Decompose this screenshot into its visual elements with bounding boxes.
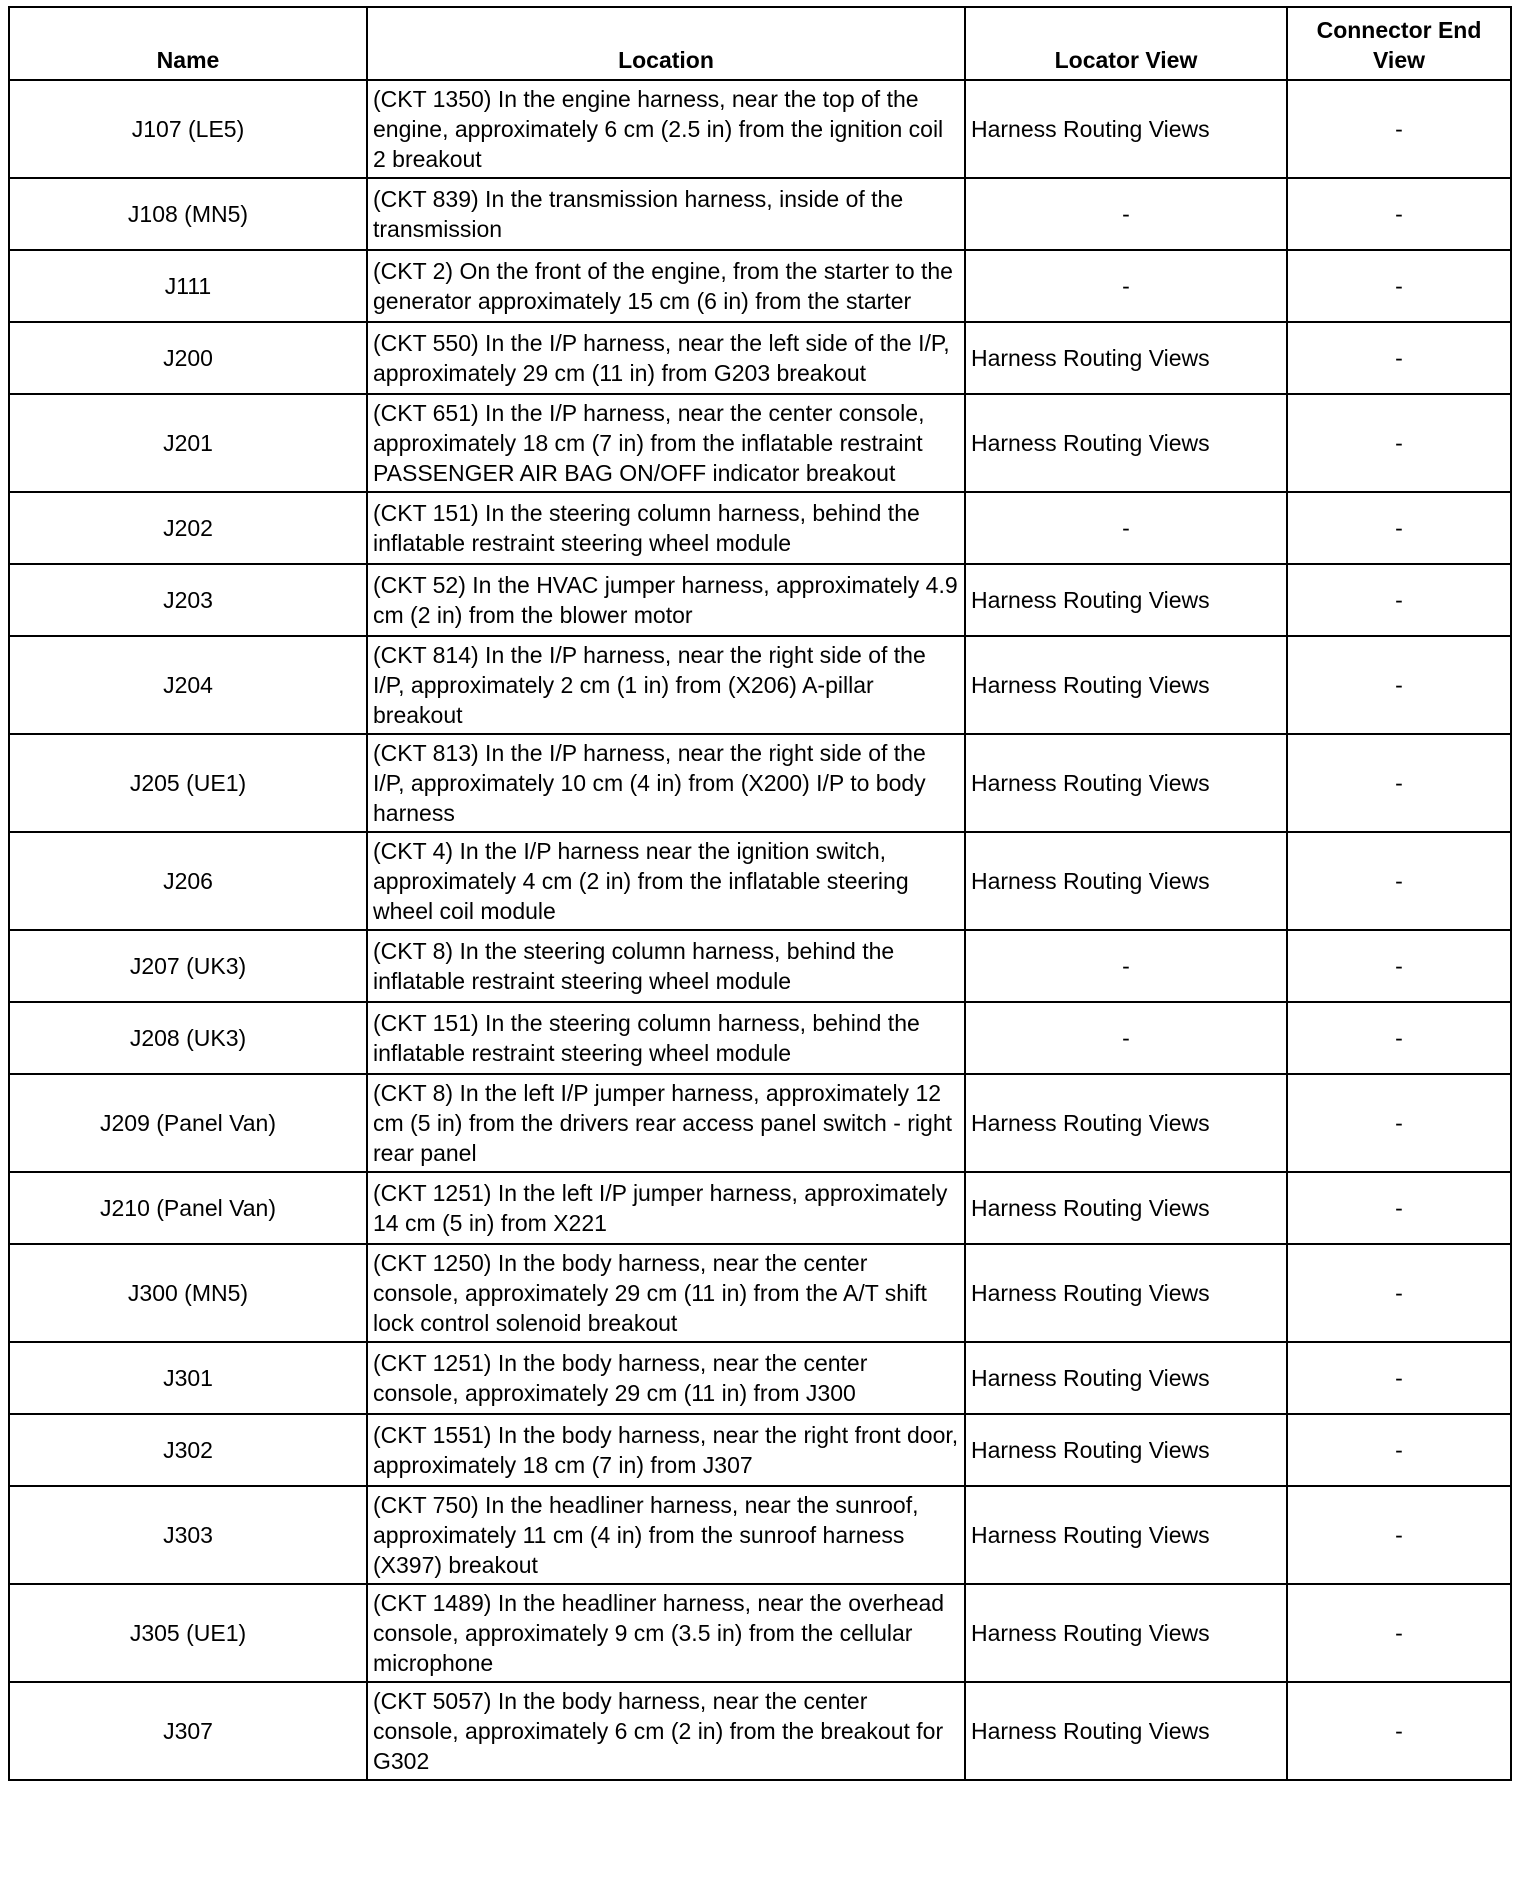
- table-row: [9, 930, 1511, 1002]
- table-row: [9, 1074, 1511, 1172]
- cell-location: (CKT 1251) In the body harness, near the center console, approximately 29 cm (11 in) from J300: [367, 1342, 965, 1414]
- cell-name: J303: [9, 1486, 367, 1584]
- cell-name: J206: [9, 832, 367, 930]
- cell-locator-view: Harness Routing Views: [965, 1682, 1287, 1780]
- table-row: [9, 1342, 1511, 1414]
- cell-name: J300 (MN5): [9, 1244, 367, 1342]
- cell-locator-view: Harness Routing Views: [965, 564, 1287, 636]
- cell-connector-end-view: -: [1287, 250, 1511, 322]
- cell-location: (CKT 651) In the I/P harness, near the center console, approximately 18 cm (7 in) from the inflatable restraint PASSENGER AIR BAG ON/OFF indicator breakout: [367, 394, 965, 492]
- cell-connector-end-view: -: [1287, 734, 1511, 832]
- cell-location: (CKT 550) In the I/P harness, near the left side of the I/P, approximately 29 cm (11 in) from G203 breakout: [367, 322, 965, 394]
- cell-connector-end-view: -: [1287, 930, 1511, 1002]
- table-row: [9, 322, 1511, 394]
- cell-connector-end-view: -: [1287, 1682, 1511, 1780]
- cell-locator-view: Harness Routing Views: [965, 1342, 1287, 1414]
- cell-location: (CKT 52) In the HVAC jumper harness, approximately 4.9 cm (2 in) from the blower motor: [367, 564, 965, 636]
- table-row: [9, 734, 1511, 832]
- cell-location: (CKT 2) On the front of the engine, from the starter to the generator approximately 15 cm (6 in) from the starter: [367, 250, 965, 322]
- cell-locator-view: Harness Routing Views: [965, 636, 1287, 734]
- table-row: [9, 492, 1511, 564]
- cell-connector-end-view: -: [1287, 1584, 1511, 1682]
- cell-connector-end-view: -: [1287, 80, 1511, 178]
- cell-name: J209 (Panel Van): [9, 1074, 367, 1172]
- cell-connector-end-view: -: [1287, 1074, 1511, 1172]
- cell-location: (CKT 8) In the steering column harness, behind the inflatable restraint steering wheel module: [367, 930, 965, 1002]
- cell-name: J202: [9, 492, 367, 564]
- cell-name: J301: [9, 1342, 367, 1414]
- cell-location: (CKT 750) In the headliner harness, near the sunroof, approximately 11 cm (4 in) from the sunroof harness (X397) breakout: [367, 1486, 965, 1584]
- cell-location: (CKT 151) In the steering column harness, behind the inflatable restraint steering wheel module: [367, 1002, 965, 1074]
- cell-location: (CKT 8) In the left I/P jumper harness, approximately 12 cm (5 in) from the drivers rear access panel switch - right rear panel: [367, 1074, 965, 1172]
- table-row: [9, 832, 1511, 930]
- cell-locator-view: Harness Routing Views: [965, 1584, 1287, 1682]
- cell-locator-view: -: [965, 178, 1287, 250]
- cell-location: (CKT 839) In the transmission harness, inside of the transmission: [367, 178, 965, 250]
- cell-location: (CKT 1250) In the body harness, near the center console, approximately 29 cm (11 in) from the A/T shift lock control solenoid breakout: [367, 1244, 965, 1342]
- cell-name: J204: [9, 636, 367, 734]
- cell-location: (CKT 151) In the steering column harness, behind the inflatable restraint steering wheel module: [367, 492, 965, 564]
- cell-locator-view: Harness Routing Views: [965, 1074, 1287, 1172]
- cell-locator-view: -: [965, 492, 1287, 564]
- table-row: [9, 1244, 1511, 1342]
- cell-locator-view: Harness Routing Views: [965, 394, 1287, 492]
- cell-name: J210 (Panel Van): [9, 1172, 367, 1244]
- column-header-locator-view: Locator View: [965, 7, 1287, 80]
- cell-locator-view: Harness Routing Views: [965, 1172, 1287, 1244]
- table-row: [9, 1584, 1511, 1682]
- table-body: [9, 80, 1511, 1780]
- cell-location: (CKT 1489) In the headliner harness, near the overhead console, approximately 9 cm (3.5 in) from the cellular microphone: [367, 1584, 965, 1682]
- cell-name: J208 (UK3): [9, 1002, 367, 1074]
- column-header-location: Location: [367, 7, 965, 80]
- table-row: [9, 1682, 1511, 1780]
- table-row: [9, 1414, 1511, 1486]
- cell-location: (CKT 814) In the I/P harness, near the right side of the I/P, approximately 2 cm (1 in) from (X206) A-pillar breakout: [367, 636, 965, 734]
- cell-name: J207 (UK3): [9, 930, 367, 1002]
- cell-connector-end-view: -: [1287, 1486, 1511, 1584]
- cell-location: (CKT 813) In the I/P harness, near the right side of the I/P, approximately 10 cm (4 in) from (X200) I/P to body harness: [367, 734, 965, 832]
- cell-locator-view: -: [965, 250, 1287, 322]
- cell-connector-end-view: -: [1287, 394, 1511, 492]
- cell-location: (CKT 5057) In the body harness, near the center console, approximately 6 cm (2 in) from the breakout for G302: [367, 1682, 965, 1780]
- cell-name: J305 (UE1): [9, 1584, 367, 1682]
- cell-locator-view: Harness Routing Views: [965, 322, 1287, 394]
- cell-name: J201: [9, 394, 367, 492]
- cell-connector-end-view: -: [1287, 492, 1511, 564]
- cell-name: J307: [9, 1682, 367, 1780]
- table-row: [9, 564, 1511, 636]
- cell-connector-end-view: -: [1287, 832, 1511, 930]
- cell-locator-view: Harness Routing Views: [965, 734, 1287, 832]
- table-row: [9, 80, 1511, 178]
- splice-locations-table: [8, 6, 1512, 1781]
- cell-connector-end-view: -: [1287, 178, 1511, 250]
- cell-connector-end-view: -: [1287, 322, 1511, 394]
- cell-connector-end-view: -: [1287, 1244, 1511, 1342]
- cell-name: J107 (LE5): [9, 80, 367, 178]
- cell-name: J205 (UE1): [9, 734, 367, 832]
- table-row: [9, 178, 1511, 250]
- cell-locator-view: Harness Routing Views: [965, 1244, 1287, 1342]
- cell-connector-end-view: -: [1287, 1342, 1511, 1414]
- cell-locator-view: Harness Routing Views: [965, 1414, 1287, 1486]
- cell-locator-view: -: [965, 1002, 1287, 1074]
- table-row: [9, 1002, 1511, 1074]
- cell-name: J203: [9, 564, 367, 636]
- cell-location: (CKT 4) In the I/P harness near the ignition switch, approximately 4 cm (2 in) from the inflatable steering wheel coil module: [367, 832, 965, 930]
- table-header-row: [9, 7, 1511, 80]
- cell-locator-view: Harness Routing Views: [965, 1486, 1287, 1584]
- cell-name: J108 (MN5): [9, 178, 367, 250]
- cell-locator-view: -: [965, 930, 1287, 1002]
- cell-connector-end-view: -: [1287, 1414, 1511, 1486]
- cell-name: J200: [9, 322, 367, 394]
- table-row: [9, 636, 1511, 734]
- cell-connector-end-view: -: [1287, 636, 1511, 734]
- cell-name: J111: [9, 250, 367, 322]
- table-row: [9, 1172, 1511, 1244]
- table-row: [9, 1486, 1511, 1584]
- cell-location: (CKT 1251) In the left I/P jumper harness, approximately 14 cm (5 in) from X221: [367, 1172, 965, 1244]
- cell-location: (CKT 1350) In the engine harness, near the top of the engine, approximately 6 cm (2.5 in) from the ignition coil 2 breakout: [367, 80, 965, 178]
- cell-connector-end-view: -: [1287, 1002, 1511, 1074]
- cell-locator-view: Harness Routing Views: [965, 80, 1287, 178]
- table-row: [9, 250, 1511, 322]
- cell-connector-end-view: -: [1287, 564, 1511, 636]
- cell-locator-view: Harness Routing Views: [965, 832, 1287, 930]
- table-row: [9, 394, 1511, 492]
- cell-location: (CKT 1551) In the body harness, near the right front door, approximately 18 cm (7 in) from J307: [367, 1414, 965, 1486]
- column-header-name: Name: [9, 7, 367, 80]
- column-header-connector-end-view: Connector End View: [1287, 7, 1511, 80]
- cell-connector-end-view: -: [1287, 1172, 1511, 1244]
- splice-table-container: [8, 6, 1512, 1781]
- cell-name: J302: [9, 1414, 367, 1486]
